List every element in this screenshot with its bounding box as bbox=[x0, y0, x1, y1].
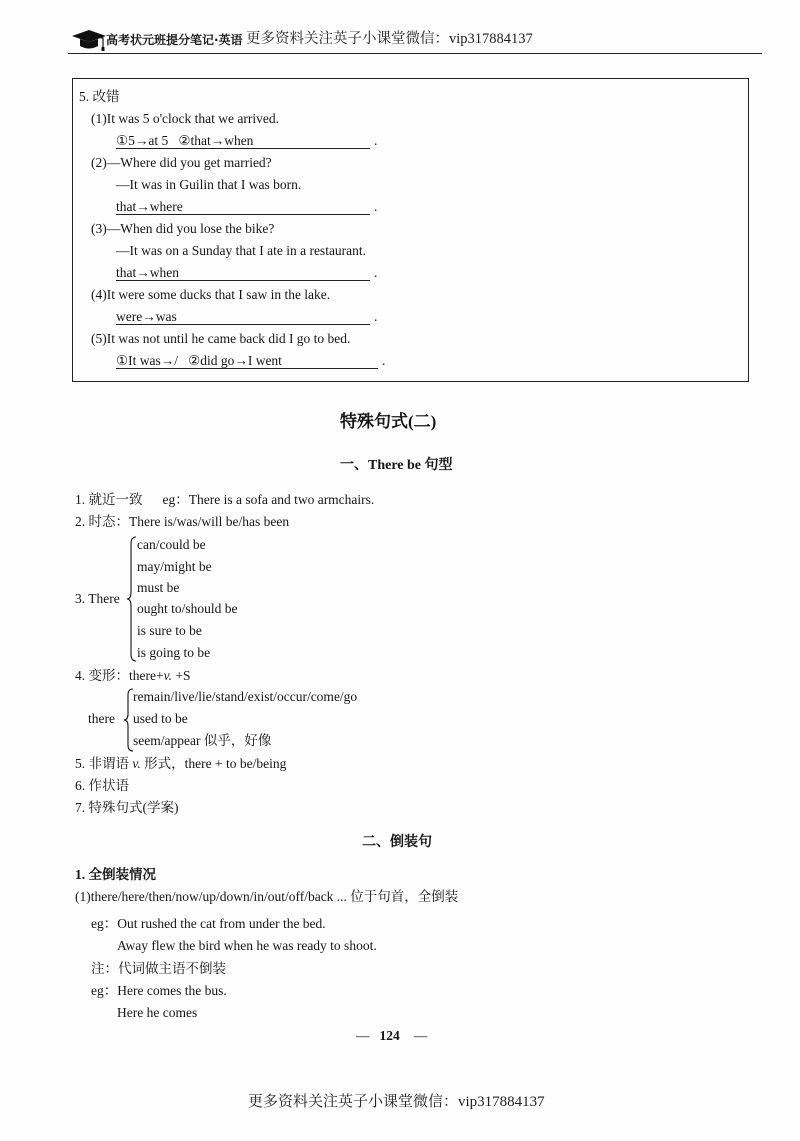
exercise-answer-line bbox=[116, 199, 377, 215]
section-title: 特殊句式(二) bbox=[340, 412, 437, 431]
period: . bbox=[374, 199, 378, 214]
answer-text: ①5→at 5 ②that→when bbox=[116, 133, 370, 149]
rule-1-label: 1. 就近一致 bbox=[75, 492, 143, 507]
exercise-answer-line bbox=[116, 309, 377, 325]
rule-4-subject: there bbox=[88, 711, 115, 726]
rule-3-option: is going to be bbox=[137, 645, 211, 660]
part2-rule: (1)there/here/then/now/up/down/in/out/off/back ... 位于句首，全倒装 bbox=[75, 889, 459, 904]
rule-3-label: 3. There bbox=[75, 591, 120, 606]
header-divider bbox=[68, 53, 762, 54]
rule-4-label: 4. 变形：there+ bbox=[75, 668, 164, 683]
exercise-answer-line bbox=[116, 353, 385, 369]
page-number-value: 124 bbox=[379, 1028, 400, 1043]
footer-watermark: 更多资料关注英子小课堂微信：vip317884137 bbox=[248, 1094, 545, 1110]
rule-4-option: remain/live/lie/stand/exist/occur/come/go bbox=[133, 689, 358, 704]
page-dash: — bbox=[413, 1028, 428, 1043]
rule-5-verb: v. bbox=[132, 756, 141, 771]
part1-title: 一、There be 句型 bbox=[340, 458, 453, 473]
part2-subheading: 1. 全倒装情况 bbox=[75, 867, 156, 882]
rule-3-option: may/might be bbox=[137, 559, 212, 574]
rule-1-example: eg：There is a sofa and two armchairs. bbox=[162, 492, 375, 507]
exercise-answer-line bbox=[116, 265, 377, 281]
period: . bbox=[374, 309, 378, 324]
rule-4 bbox=[75, 668, 190, 684]
rule-3-option: can/could be bbox=[137, 537, 206, 552]
rule-4-suffix: +S bbox=[171, 668, 191, 683]
rule-1 bbox=[75, 492, 374, 508]
header-title: 高考状元班提分笔记·英语 bbox=[106, 33, 243, 47]
answer-text: ①It was→/ ②did go→I went bbox=[116, 353, 378, 369]
period: . bbox=[382, 353, 386, 368]
rule-2: 2. 时态：There is/was/will be/has been bbox=[75, 514, 290, 529]
rule-3-option: must be bbox=[137, 580, 180, 595]
page-number bbox=[356, 1028, 427, 1044]
exercise-question-reply: —It was on a Sunday that I ate in a restaurant. bbox=[116, 243, 367, 258]
rule-7: 7. 特殊句式(学案) bbox=[75, 800, 179, 815]
rule-4-verb: v. bbox=[163, 668, 172, 683]
exercise-box bbox=[72, 78, 749, 382]
part2-title: 二、倒装句 bbox=[362, 835, 432, 850]
page-dash: — bbox=[356, 1028, 370, 1043]
exercise-answer-line bbox=[116, 133, 377, 149]
example-sentence: eg：Here comes the bus. bbox=[91, 983, 227, 998]
rule-6: 6. 作状语 bbox=[75, 778, 129, 793]
answer-text: that→where bbox=[116, 199, 370, 215]
rule-4-option: seem/appear 似乎，好像 bbox=[133, 733, 272, 748]
exercise-question: (5)It was not until he came back did I go to bed. bbox=[91, 331, 351, 346]
exercise-question: (4)It were some ducks that I saw in the lake. bbox=[91, 287, 331, 302]
answer-text: were→was bbox=[116, 309, 370, 325]
example-sentence: Here he comes bbox=[117, 1005, 198, 1020]
exercise-heading: 5. 改错 bbox=[79, 89, 120, 104]
rule-5 bbox=[75, 756, 286, 772]
rule-3-option: is sure to be bbox=[137, 623, 202, 638]
example-sentence: eg：Out rushed the cat from under the bed. bbox=[91, 916, 326, 931]
exercise-question: (1)It was 5 o'clock that we arrived. bbox=[91, 111, 279, 126]
example-sentence: Away flew the bird when he was ready to shoot. bbox=[117, 938, 377, 953]
answer-text: that→when bbox=[116, 265, 370, 281]
note: 注：代词做主语不倒装 bbox=[91, 961, 226, 976]
period: . bbox=[374, 265, 378, 280]
graduation-cap-logo bbox=[70, 27, 108, 53]
period: . bbox=[374, 133, 378, 148]
header-watermark: 更多资料关注英子小课堂微信：vip317884137 bbox=[246, 31, 533, 47]
exercise-question: (2)—Where did you get married? bbox=[91, 155, 272, 170]
rule-5-suffix: 形式，there + to be/being bbox=[140, 756, 287, 771]
rule-4-option: used to be bbox=[133, 711, 188, 726]
rule-3-option: ought to/should be bbox=[137, 601, 238, 616]
exercise-question-reply: —It was in Guilin that I was born. bbox=[116, 177, 302, 192]
rule-5-label: 5. 非谓语 bbox=[75, 756, 133, 771]
brace-symbol bbox=[127, 536, 137, 662]
exercise-question: (3)—When did you lose the bike? bbox=[91, 221, 275, 236]
